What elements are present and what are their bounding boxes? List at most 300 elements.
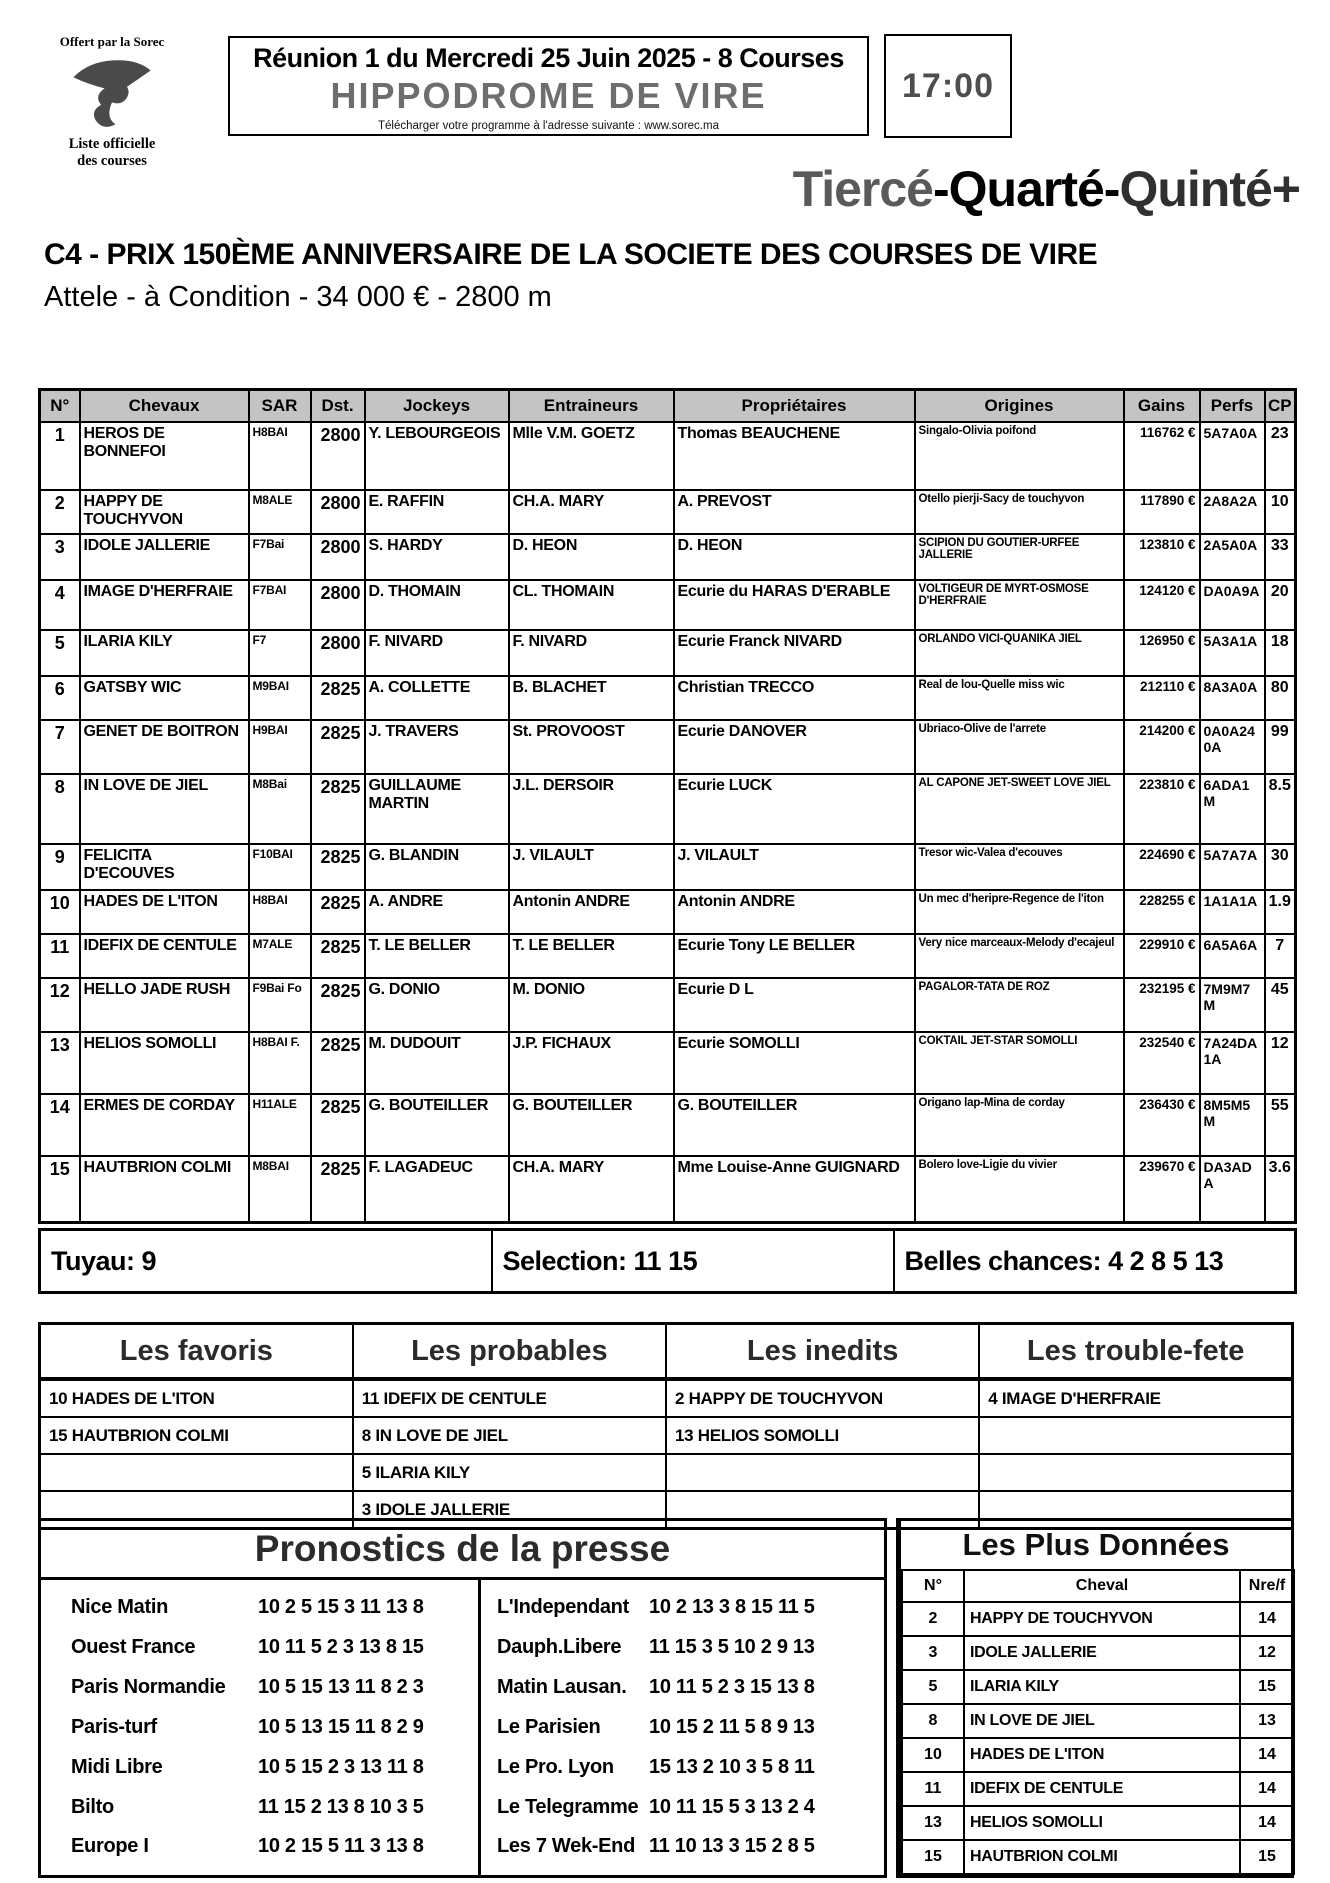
proprietaire-cell: Ecurie du HARAS D'ERABLE bbox=[674, 580, 915, 630]
jockey-cell: G. DONIO bbox=[365, 978, 509, 1032]
sar-cell: M7ALE bbox=[249, 934, 311, 978]
column-header: Dst. bbox=[311, 390, 365, 423]
times-given-cell: 14 bbox=[1240, 1738, 1294, 1772]
proprietaire-cell: Ecurie Franck NIVARD bbox=[674, 630, 915, 676]
press-pick-row bbox=[41, 1835, 478, 1858]
horse-number-cell: 11 bbox=[902, 1772, 964, 1806]
horse-name-cell: IN LOVE DE JIEL bbox=[964, 1704, 1240, 1738]
newspaper-picks: 11 15 3 5 10 2 9 13 bbox=[649, 1636, 815, 1659]
newspaper-name: Matin Lausan. bbox=[497, 1676, 627, 1699]
proprietaire-cell: Ecurie Tony LE BELLER bbox=[674, 934, 915, 978]
horses-table bbox=[38, 388, 1297, 1224]
cp-cell: 8.5 bbox=[1265, 774, 1296, 844]
cheval-cell: IDOLE JALLERIE bbox=[80, 534, 249, 580]
horse-name-cell: IDOLE JALLERIE bbox=[964, 1636, 1240, 1670]
num-cell: 11 bbox=[40, 934, 80, 978]
logo-caption-top: Offert par la Sorec bbox=[59, 34, 165, 49]
gains-cell: 224690 € bbox=[1124, 844, 1200, 890]
gains-cell: 223810 € bbox=[1124, 774, 1200, 844]
gains-cell: 236430 € bbox=[1124, 1094, 1200, 1156]
perfs-cell: 5A7A0A bbox=[1200, 422, 1265, 490]
sar-cell: F7BAI bbox=[249, 580, 311, 630]
gains-cell: 117890 € bbox=[1124, 490, 1200, 534]
most-given-row bbox=[902, 1704, 1294, 1738]
origines-cell: Origano lap-Mina de corday bbox=[915, 1094, 1124, 1156]
num-cell: 15 bbox=[40, 1156, 80, 1222]
proprietaire-cell: Ecurie SOMOLLI bbox=[674, 1032, 915, 1094]
horse-row bbox=[40, 580, 1296, 630]
belles-chances-cell: Belles chances: 4 2 8 5 13 bbox=[894, 1230, 1296, 1293]
logo-caption-line2: des courses bbox=[77, 152, 147, 169]
favoris-cell: 3 IDOLE JALLERIE bbox=[353, 1491, 666, 1529]
jockey-cell: J. TRAVERS bbox=[365, 720, 509, 774]
newspaper-picks: 10 5 13 15 11 8 2 9 bbox=[258, 1715, 424, 1738]
sar-cell: F7 bbox=[249, 630, 311, 676]
perfs-cell: DA3ADA bbox=[1200, 1156, 1265, 1222]
origines-cell: COKTAIL JET-STAR SOMOLLI bbox=[915, 1032, 1124, 1094]
cheval-cell: ILARIA KILY bbox=[80, 630, 249, 676]
newspaper-name: Midi Libre bbox=[71, 1755, 163, 1778]
jockey-cell: S. HARDY bbox=[365, 534, 509, 580]
horse-row bbox=[40, 490, 1296, 534]
times-given-cell: 12 bbox=[1240, 1636, 1294, 1670]
perfs-cell: 1A1A1A bbox=[1200, 890, 1265, 934]
race-conditions: Attele - à Condition - 34 000 € - 2800 m bbox=[44, 281, 552, 313]
horse-number-cell: 8 bbox=[902, 1704, 964, 1738]
jockey-cell: Y. LEBOURGEOIS bbox=[365, 422, 509, 490]
favoris-row bbox=[40, 1417, 1293, 1454]
gains-cell: 126950 € bbox=[1124, 630, 1200, 676]
press-pick-row bbox=[481, 1676, 884, 1699]
favoris-cell: 4 IMAGE D'HERFRAIE bbox=[979, 1379, 1292, 1417]
favoris-cell: 10 HADES DE L'ITON bbox=[40, 1379, 353, 1417]
entraineur-cell: CH.A. MARY bbox=[509, 1156, 674, 1222]
press-column-left bbox=[41, 1580, 478, 1875]
origines-cell: Tresor wic-Valea d'ecouves bbox=[915, 844, 1124, 890]
newspaper-name: Ouest France bbox=[71, 1636, 196, 1659]
perfs-cell: 8A3A0A bbox=[1200, 676, 1265, 720]
press-pick-row bbox=[41, 1596, 478, 1619]
newspaper-picks: 11 10 13 3 15 2 8 5 bbox=[649, 1835, 815, 1858]
sar-cell: F7Bai bbox=[249, 534, 311, 580]
cp-cell: 20 bbox=[1265, 580, 1296, 630]
press-pick-row bbox=[41, 1756, 478, 1779]
dst-cell: 2825 bbox=[311, 720, 365, 774]
sar-cell: M8BAI bbox=[249, 1156, 311, 1222]
horse-name-cell: IDEFIX DE CENTULE bbox=[964, 1772, 1240, 1806]
gains-cell: 212110 € bbox=[1124, 676, 1200, 720]
newspaper-picks: 10 5 15 13 11 8 2 3 bbox=[258, 1676, 424, 1699]
dst-cell: 2825 bbox=[311, 1032, 365, 1094]
origines-cell: SCIPION DU GOUTIER-URFEE JALLERIE bbox=[915, 534, 1124, 580]
perfs-cell: 2A5A0A bbox=[1200, 534, 1265, 580]
proprietaire-cell: G. BOUTEILLER bbox=[674, 1094, 915, 1156]
favoris-cell: 2 HAPPY DE TOUCHYVON bbox=[666, 1379, 979, 1417]
cp-cell: 12 bbox=[1265, 1032, 1296, 1094]
proprietaire-cell: D. HEON bbox=[674, 534, 915, 580]
entraineur-cell: J.P. FICHAUX bbox=[509, 1032, 674, 1094]
gains-cell: 232540 € bbox=[1124, 1032, 1200, 1094]
dst-cell: 2825 bbox=[311, 844, 365, 890]
horse-row bbox=[40, 774, 1296, 844]
origines-cell: AL CAPONE JET-SWEET LOVE JIEL bbox=[915, 774, 1124, 844]
num-cell: 5 bbox=[40, 630, 80, 676]
cheval-cell: HELLO JADE RUSH bbox=[80, 978, 249, 1032]
dst-cell: 2800 bbox=[311, 580, 365, 630]
sar-cell: F9Bai Fo bbox=[249, 978, 311, 1032]
proprietaire-cell: Thomas BEAUCHENE bbox=[674, 422, 915, 490]
entraineur-cell: G. BOUTEILLER bbox=[509, 1094, 674, 1156]
jockey-cell: T. LE BELLER bbox=[365, 934, 509, 978]
perfs-cell: 8M5M5M bbox=[1200, 1094, 1265, 1156]
gains-cell: 232195 € bbox=[1124, 978, 1200, 1032]
gains-cell: 229910 € bbox=[1124, 934, 1200, 978]
num-cell: 8 bbox=[40, 774, 80, 844]
sorec-logo bbox=[52, 34, 172, 169]
column-header: Origines bbox=[915, 390, 1124, 423]
newspaper-name: Le Telegramme bbox=[497, 1795, 639, 1818]
jockey-cell: F. NIVARD bbox=[365, 630, 509, 676]
sar-cell: M8Bai bbox=[249, 774, 311, 844]
column-header: Propriétaires bbox=[674, 390, 915, 423]
banner-quinte: Quinté+ bbox=[1119, 161, 1300, 217]
column-header: Gains bbox=[1124, 390, 1200, 423]
favoris-cell: 15 HAUTBRION COLMI bbox=[40, 1417, 353, 1454]
perfs-cell: 6A5A6A bbox=[1200, 934, 1265, 978]
newspaper-picks: 10 2 13 3 8 15 11 5 bbox=[649, 1596, 815, 1619]
entraineur-cell: J. VILAULT bbox=[509, 844, 674, 890]
cheval-cell: HAPPY DE TOUCHYVON bbox=[80, 490, 249, 534]
race-title: C4 - PRIX 150ÈME ANNIVERSAIRE DE LA SOCIETE DES COURSES DE VIRE bbox=[44, 238, 1098, 271]
banner-quarte: -Quarté- bbox=[933, 161, 1120, 217]
jockey-cell: F. LAGADEUC bbox=[365, 1156, 509, 1222]
horse-row bbox=[40, 422, 1296, 490]
cheval-cell: IMAGE D'HERFRAIE bbox=[80, 580, 249, 630]
jockey-cell: GUILLAUME MARTIN bbox=[365, 774, 509, 844]
most-given-row bbox=[902, 1602, 1294, 1636]
press-pick-row bbox=[481, 1596, 884, 1619]
summary-row bbox=[40, 1230, 1296, 1293]
num-cell: 9 bbox=[40, 844, 80, 890]
cp-cell: 23 bbox=[1265, 422, 1296, 490]
entraineur-cell: B. BLACHET bbox=[509, 676, 674, 720]
times-given-cell: 15 bbox=[1240, 1840, 1294, 1874]
cheval-cell: HADES DE L'ITON bbox=[80, 890, 249, 934]
proprietaire-cell: Mme Louise-Anne GUIGNARD bbox=[674, 1156, 915, 1222]
gains-cell: 123810 € bbox=[1124, 534, 1200, 580]
dst-cell: 2825 bbox=[311, 934, 365, 978]
sar-cell: F10BAI bbox=[249, 844, 311, 890]
cheval-cell: IDEFIX DE CENTULE bbox=[80, 934, 249, 978]
horse-name-cell: HAUTBRION COLMI bbox=[964, 1840, 1240, 1874]
dst-cell: 2825 bbox=[311, 1094, 365, 1156]
meeting-title: Réunion 1 du Mercredi 25 Juin 2025 - 8 Courses bbox=[253, 43, 844, 73]
most-given-row bbox=[902, 1806, 1294, 1840]
newspaper-picks: 10 15 2 11 5 8 9 13 bbox=[649, 1715, 815, 1738]
press-pick-row bbox=[481, 1636, 884, 1659]
favoris-column-header: Les probables bbox=[353, 1324, 666, 1380]
num-cell: 3 bbox=[40, 534, 80, 580]
cheval-cell: ERMES DE CORDAY bbox=[80, 1094, 249, 1156]
cp-cell: 7 bbox=[1265, 934, 1296, 978]
cheval-cell: GENET DE BOITRON bbox=[80, 720, 249, 774]
column-header: Jockeys bbox=[365, 390, 509, 423]
entraineur-cell: Antonin ANDRE bbox=[509, 890, 674, 934]
press-pick-row bbox=[41, 1796, 478, 1819]
dst-cell: 2800 bbox=[311, 422, 365, 490]
horse-row bbox=[40, 630, 1296, 676]
origines-cell: Very nice marceaux-Melody d'ecajeul bbox=[915, 934, 1124, 978]
num-cell: 13 bbox=[40, 1032, 80, 1094]
dst-cell: 2825 bbox=[311, 774, 365, 844]
gains-cell: 124120 € bbox=[1124, 580, 1200, 630]
proprietaire-cell: A. PREVOST bbox=[674, 490, 915, 534]
jockey-cell: E. RAFFIN bbox=[365, 490, 509, 534]
times-given-cell: 15 bbox=[1240, 1670, 1294, 1704]
newspaper-picks: 15 13 2 10 3 5 8 11 bbox=[649, 1755, 815, 1778]
gains-cell: 214200 € bbox=[1124, 720, 1200, 774]
proprietaire-cell: Ecurie DANOVER bbox=[674, 720, 915, 774]
press-pick-row bbox=[481, 1835, 884, 1858]
favoris-column-header: Les favoris bbox=[40, 1324, 353, 1380]
press-pick-row bbox=[481, 1796, 884, 1819]
horse-row bbox=[40, 890, 1296, 934]
press-pick-row bbox=[41, 1676, 478, 1699]
horse-name-cell: ILARIA KILY bbox=[964, 1670, 1240, 1704]
perfs-cell: 6ADA1M bbox=[1200, 774, 1265, 844]
origines-cell: VOLTIGEUR DE MYRT-OSMOSE D'HERFRAIE bbox=[915, 580, 1124, 630]
most-given-row bbox=[902, 1738, 1294, 1772]
press-forecasts-title: Pronostics de la presse bbox=[41, 1521, 884, 1580]
cp-cell: 80 bbox=[1265, 676, 1296, 720]
horse-row bbox=[40, 844, 1296, 890]
sar-cell: H8BAI F. bbox=[249, 1032, 311, 1094]
dst-cell: 2800 bbox=[311, 490, 365, 534]
newspaper-picks: 11 15 2 13 8 10 3 5 bbox=[258, 1795, 424, 1818]
press-forecasts-box bbox=[38, 1518, 887, 1878]
summary-bar bbox=[38, 1228, 1297, 1294]
entraineur-cell: M. DONIO bbox=[509, 978, 674, 1032]
cheval-cell: HELIOS SOMOLLI bbox=[80, 1032, 249, 1094]
dst-cell: 2825 bbox=[311, 676, 365, 720]
jockey-cell: A. ANDRE bbox=[365, 890, 509, 934]
num-cell: 10 bbox=[40, 890, 80, 934]
newspaper-name: Paris-turf bbox=[71, 1715, 157, 1738]
hippodrome-name: HIPPODROME DE VIRE bbox=[330, 75, 767, 116]
proprietaire-cell: Ecurie LUCK bbox=[674, 774, 915, 844]
num-cell: 1 bbox=[40, 422, 80, 490]
gains-cell: 239670 € bbox=[1124, 1156, 1200, 1222]
origines-cell: Singalo-Olivia poifond bbox=[915, 422, 1124, 490]
perfs-cell: 2A8A2A bbox=[1200, 490, 1265, 534]
favoris-row bbox=[40, 1379, 1293, 1417]
sar-cell: H8BAI bbox=[249, 422, 311, 490]
most-given-box bbox=[896, 1518, 1294, 1878]
newspaper-picks: 10 11 5 2 3 13 8 15 bbox=[258, 1636, 424, 1659]
horse-name-cell: HADES DE L'ITON bbox=[964, 1738, 1240, 1772]
cp-cell: 1.9 bbox=[1265, 890, 1296, 934]
press-pick-row bbox=[41, 1636, 478, 1659]
newspaper-name: Dauph.Libere bbox=[497, 1636, 622, 1659]
most-given-column-header: Cheval bbox=[964, 1570, 1240, 1602]
horse-number-cell: 13 bbox=[902, 1806, 964, 1840]
horse-number-cell: 5 bbox=[902, 1670, 964, 1704]
jockey-cell: D. THOMAIN bbox=[365, 580, 509, 630]
most-given-row bbox=[902, 1636, 1294, 1670]
horse-row bbox=[40, 978, 1296, 1032]
gains-cell: 228255 € bbox=[1124, 890, 1200, 934]
origines-cell: Bolero love-Ligie du vivier bbox=[915, 1156, 1124, 1222]
perfs-cell: DA0A9A bbox=[1200, 580, 1265, 630]
logo-caption-line1: Liste officielle bbox=[68, 136, 156, 152]
horse-row bbox=[40, 676, 1296, 720]
tuyau-cell: Tuyau: 9 bbox=[40, 1230, 492, 1293]
cp-cell: 30 bbox=[1265, 844, 1296, 890]
most-given-row bbox=[902, 1772, 1294, 1806]
perfs-cell: 0A0A240A bbox=[1200, 720, 1265, 774]
column-header: Perfs bbox=[1200, 390, 1265, 423]
entraineur-cell: CL. THOMAIN bbox=[509, 580, 674, 630]
proprietaire-cell: Ecurie D L bbox=[674, 978, 915, 1032]
favoris-cell bbox=[40, 1454, 353, 1491]
sar-cell: M8ALE bbox=[249, 490, 311, 534]
num-cell: 4 bbox=[40, 580, 80, 630]
favoris-cell: 11 IDEFIX DE CENTULE bbox=[353, 1379, 666, 1417]
origines-cell: Real de lou-Quelle miss wic bbox=[915, 676, 1124, 720]
favoris-row bbox=[40, 1454, 1293, 1491]
newspaper-name: L'Independant bbox=[497, 1596, 629, 1619]
press-forecasts-columns bbox=[41, 1580, 884, 1875]
perfs-cell: 7M9M7M bbox=[1200, 978, 1265, 1032]
newspaper-name: Bilto bbox=[71, 1795, 114, 1818]
most-given-column-header: N° bbox=[902, 1570, 964, 1602]
favoris-cell: 13 HELIOS SOMOLLI bbox=[666, 1417, 979, 1454]
origines-cell: PAGALOR-TATA DE ROZ bbox=[915, 978, 1124, 1032]
most-given-row bbox=[902, 1670, 1294, 1704]
press-column-right bbox=[478, 1580, 884, 1875]
entraineur-cell: T. LE BELLER bbox=[509, 934, 674, 978]
column-header: N° bbox=[40, 390, 80, 423]
most-given-row bbox=[902, 1840, 1294, 1874]
cheval-cell: GATSBY WIC bbox=[80, 676, 249, 720]
favoris-column-header: Les inedits bbox=[666, 1324, 979, 1380]
horse-row bbox=[40, 934, 1296, 978]
horse-row bbox=[40, 1094, 1296, 1156]
favoris-cell bbox=[979, 1454, 1292, 1491]
favoris-column-header: Les trouble-fete bbox=[979, 1324, 1292, 1380]
entraineur-cell: St. PROVOOST bbox=[509, 720, 674, 774]
times-given-cell: 13 bbox=[1240, 1704, 1294, 1738]
cp-cell: 10 bbox=[1265, 490, 1296, 534]
race-time: 17:00 bbox=[902, 66, 994, 105]
column-header: CP bbox=[1265, 390, 1296, 423]
origines-cell: ORLANDO VICI-QUANIKA JIEL bbox=[915, 630, 1124, 676]
download-note: Télécharger votre programme à l'adresse suivante : www.sorec.ma bbox=[378, 120, 719, 132]
times-given-cell: 14 bbox=[1240, 1772, 1294, 1806]
cp-cell: 33 bbox=[1265, 534, 1296, 580]
dst-cell: 2800 bbox=[311, 630, 365, 676]
newspaper-name: Les 7 Wek-End bbox=[497, 1835, 635, 1858]
column-header: SAR bbox=[249, 390, 311, 423]
num-cell: 12 bbox=[40, 978, 80, 1032]
sar-cell: M9BAI bbox=[249, 676, 311, 720]
cp-cell: 99 bbox=[1265, 720, 1296, 774]
newspaper-picks: 10 2 5 15 3 11 13 8 bbox=[258, 1596, 424, 1619]
origines-cell: Un mec d'heripre-Regence de l'iton bbox=[915, 890, 1124, 934]
jockey-cell: G. BLANDIN bbox=[365, 844, 509, 890]
horse-name-cell: HELIOS SOMOLLI bbox=[964, 1806, 1240, 1840]
sorec-horse-logo-icon bbox=[67, 52, 157, 136]
jockey-cell: G. BOUTEILLER bbox=[365, 1094, 509, 1156]
meeting-header-box bbox=[228, 36, 869, 136]
proprietaire-cell: J. VILAULT bbox=[674, 844, 915, 890]
cheval-cell: FELICITA D'ECOUVES bbox=[80, 844, 249, 890]
most-given-column-header: Nre/f bbox=[1240, 1570, 1294, 1602]
banner-tierce: Tiercé bbox=[792, 161, 933, 217]
entraineur-cell: Mlle V.M. GOETZ bbox=[509, 422, 674, 490]
horse-number-cell: 10 bbox=[902, 1738, 964, 1772]
times-given-cell: 14 bbox=[1240, 1602, 1294, 1636]
dst-cell: 2825 bbox=[311, 1156, 365, 1222]
favoris-cell bbox=[979, 1417, 1292, 1454]
perfs-cell: 5A3A1A bbox=[1200, 630, 1265, 676]
entraineur-cell: J.L. DERSOIR bbox=[509, 774, 674, 844]
newspaper-picks: 10 2 15 5 11 3 13 8 bbox=[258, 1835, 424, 1858]
dst-cell: 2825 bbox=[311, 978, 365, 1032]
horse-row bbox=[40, 1032, 1296, 1094]
horse-number-cell: 15 bbox=[902, 1840, 964, 1874]
favoris-cell: 5 ILARIA KILY bbox=[353, 1454, 666, 1491]
favoris-cell bbox=[666, 1454, 979, 1491]
cp-cell: 45 bbox=[1265, 978, 1296, 1032]
cp-cell: 3.6 bbox=[1265, 1156, 1296, 1222]
num-cell: 2 bbox=[40, 490, 80, 534]
favoris-cell: 8 IN LOVE DE JIEL bbox=[353, 1417, 666, 1454]
horse-number-cell: 3 bbox=[902, 1636, 964, 1670]
proprietaire-cell: Christian TRECCO bbox=[674, 676, 915, 720]
num-cell: 14 bbox=[40, 1094, 80, 1156]
most-given-header-row bbox=[902, 1570, 1294, 1602]
dst-cell: 2825 bbox=[311, 890, 365, 934]
press-pick-row bbox=[41, 1716, 478, 1739]
dst-cell: 2800 bbox=[311, 534, 365, 580]
entraineur-cell: F. NIVARD bbox=[509, 630, 674, 676]
main-table-header-row bbox=[40, 390, 1296, 423]
perfs-cell: 7A24DA1A bbox=[1200, 1032, 1265, 1094]
jockey-cell: A. COLLETTE bbox=[365, 676, 509, 720]
entraineur-cell: CH.A. MARY bbox=[509, 490, 674, 534]
favoris-header-row bbox=[40, 1324, 1293, 1380]
entraineur-cell: D. HEON bbox=[509, 534, 674, 580]
most-given-title: Les Plus Données bbox=[962, 1527, 1230, 1562]
newspaper-name: Europe I bbox=[71, 1835, 149, 1858]
bet-types-banner bbox=[793, 160, 1300, 218]
origines-cell: Ubriaco-Olive de l'arrete bbox=[915, 720, 1124, 774]
newspaper-picks: 10 5 15 2 3 13 11 8 bbox=[258, 1755, 424, 1778]
num-cell: 6 bbox=[40, 676, 80, 720]
most-given-table bbox=[901, 1569, 1295, 1875]
origines-cell: Otello pierji-Sacy de touchyvon bbox=[915, 490, 1124, 534]
newspaper-name: Paris Normandie bbox=[71, 1676, 226, 1699]
selection-cell: Selection: 11 15 bbox=[492, 1230, 894, 1293]
sar-cell: H8BAI bbox=[249, 890, 311, 934]
newspaper-picks: 10 11 5 2 3 15 13 8 bbox=[649, 1676, 815, 1699]
cp-cell: 55 bbox=[1265, 1094, 1296, 1156]
perfs-cell: 5A7A7A bbox=[1200, 844, 1265, 890]
press-pick-row bbox=[481, 1756, 884, 1779]
horse-row bbox=[40, 534, 1296, 580]
favoris-table bbox=[38, 1322, 1294, 1530]
